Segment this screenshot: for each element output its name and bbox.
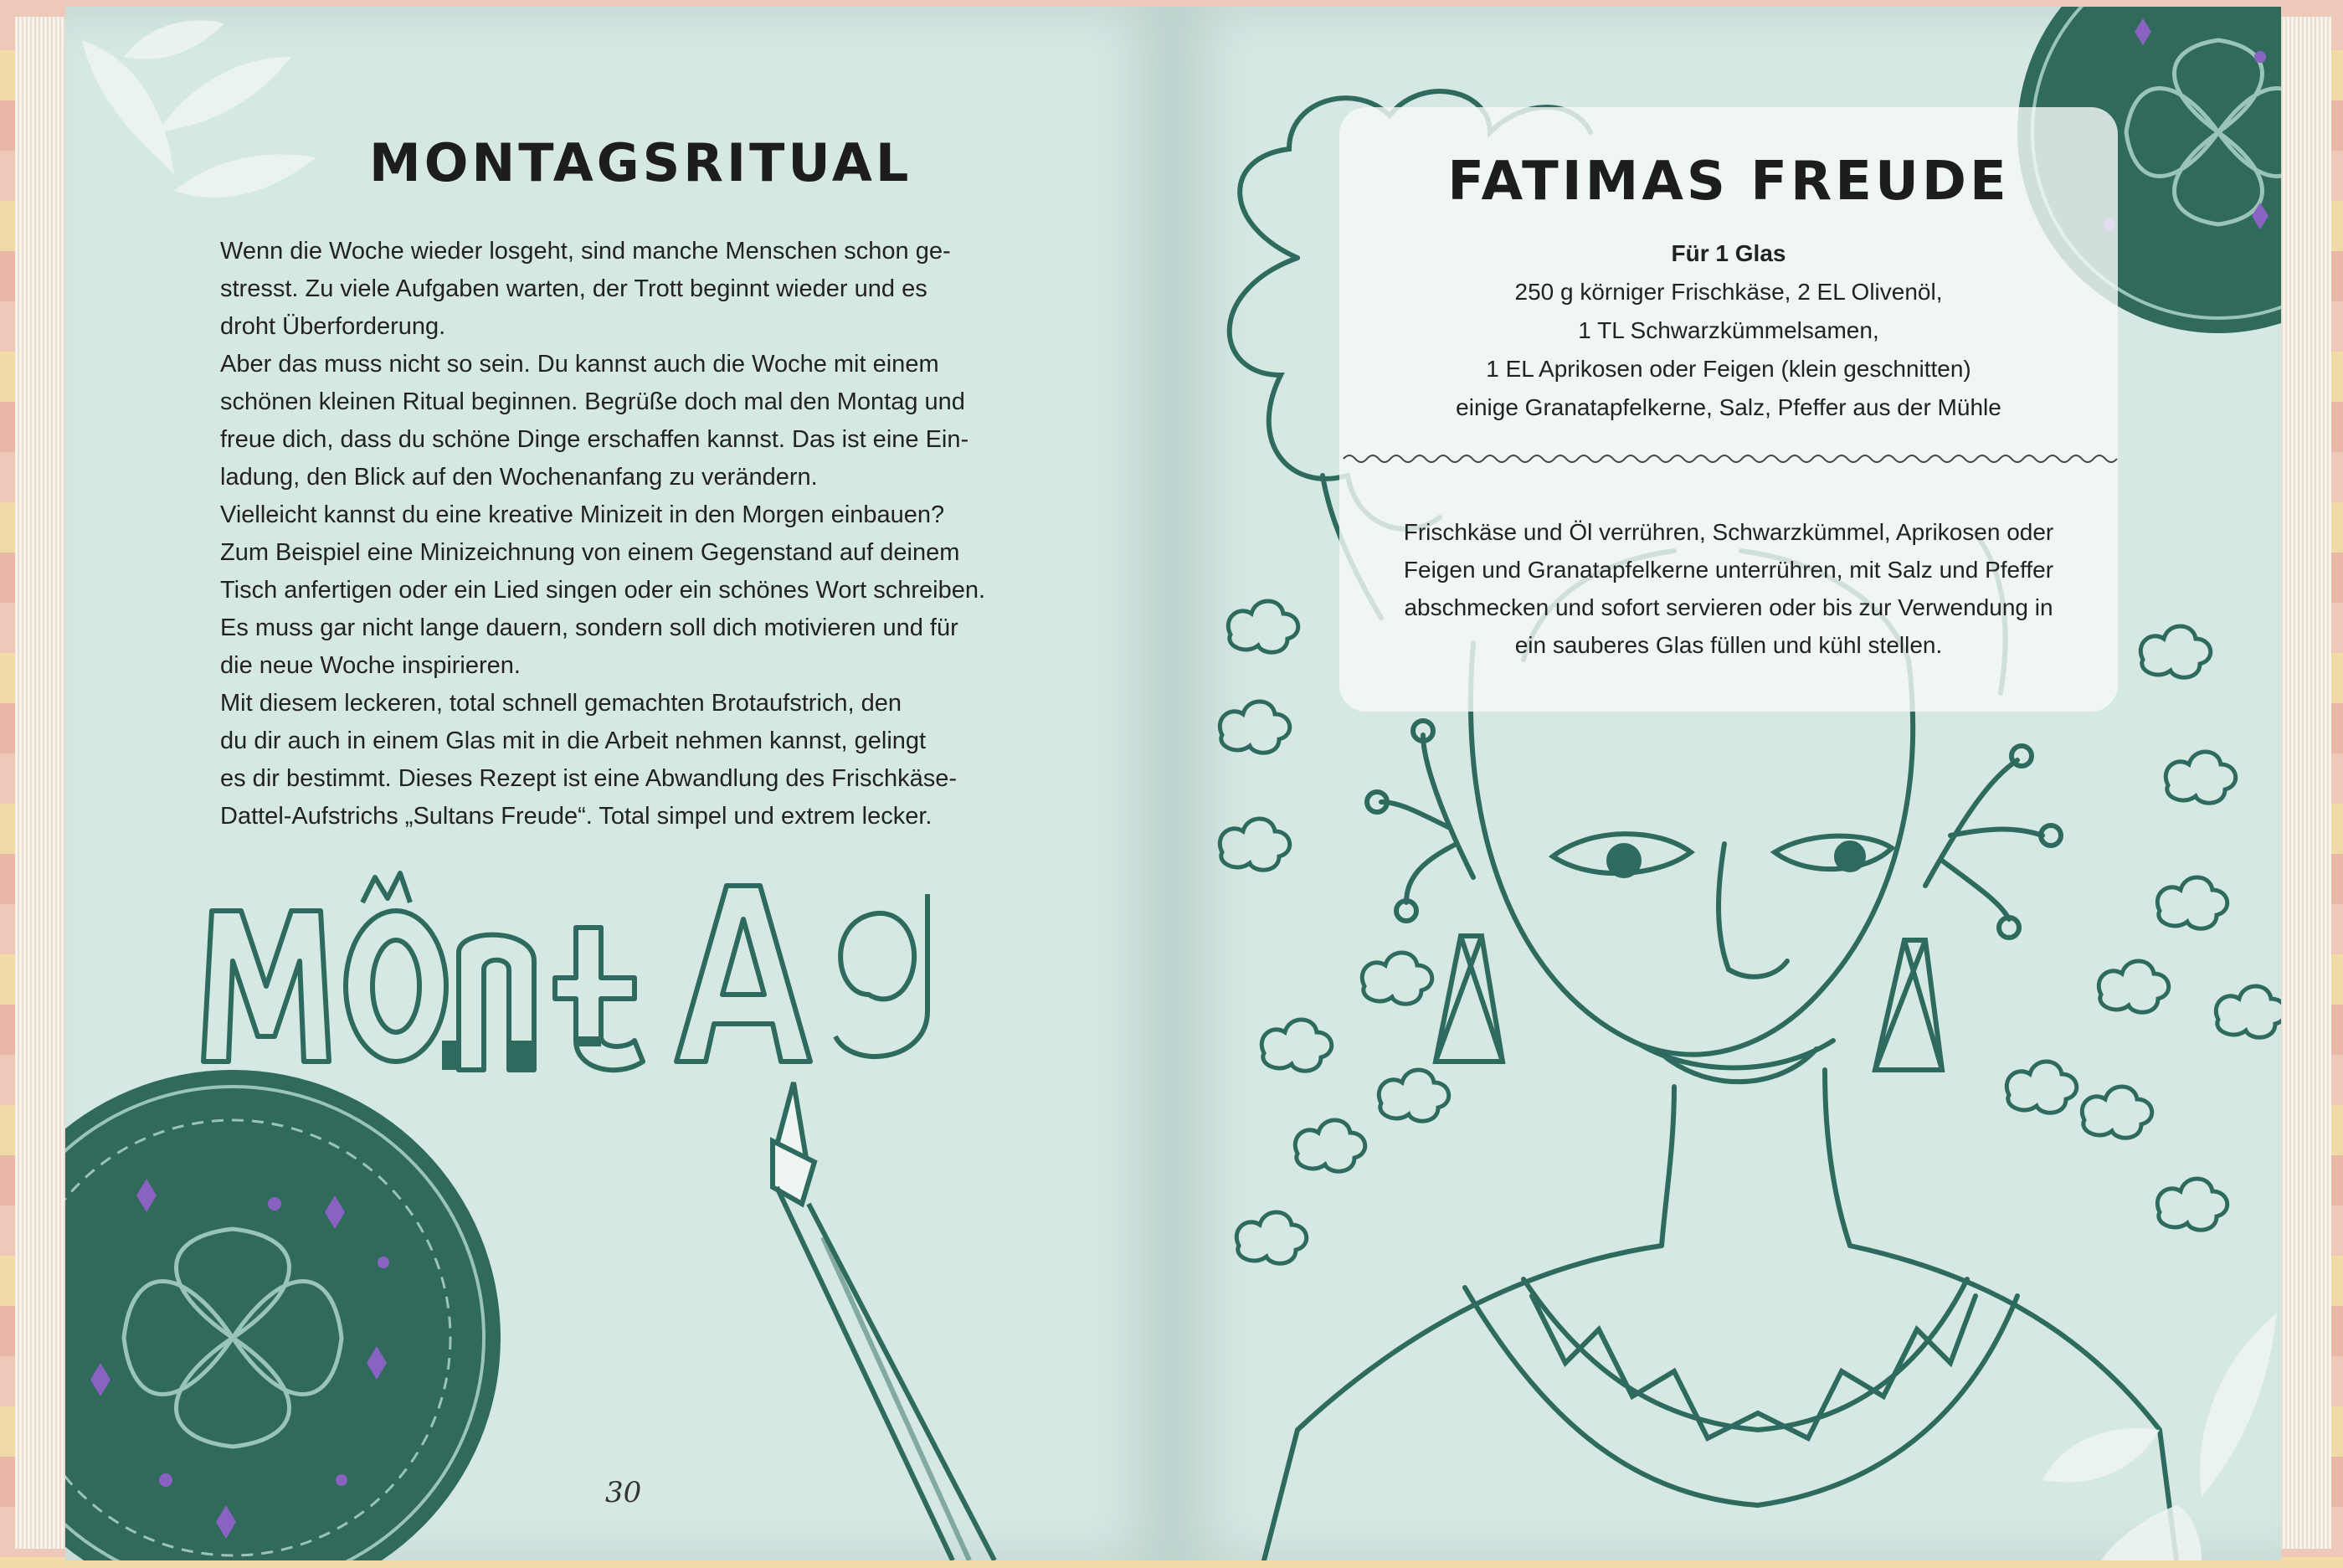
method-line: Frischkäse und Öl verrühren, Schwarzkümmel, Aprikosen oder [1403,519,2054,545]
wavy-divider [1339,446,2118,471]
recipe-yield: Für 1 Glas [1671,240,1786,266]
text-line: Es muss gar nicht lange dauern, sondern soll dich motivieren und für [220,614,958,641]
text-line: stresst. Zu viele Aufgaben warten, der Trott beginnt wieder und es [220,275,927,302]
text-line: du dir auch in einem Glas mit in die Arbeit nehmen kannst, gelingt [220,727,927,754]
ingredient-line: 250 g körniger Frischkäse, 2 EL Olivenöl, [1514,279,1943,305]
text-line: droht Überforderung. [220,313,446,340]
text-line: die neue Woche inspirieren. [220,652,521,679]
page-number: 30 [605,1476,642,1509]
page-stack-left [15,17,65,1549]
method-line: abschmecken und sofort servieren oder bis zur Verwendung in [1404,594,2053,620]
text-line: schönen kleinen Ritual beginnen. Begrüße doch mal den Montag und [220,388,965,415]
text-line: Mit diesem leckeren, total schnell gemachten Brotaufstrich, den [220,690,902,717]
ingredients-list [1339,234,2118,427]
page-stack-right [2281,17,2331,1549]
recipe-title: FATIMAS FREUDE [1447,151,2010,213]
text-line: Zum Beispiel eine Minizeichnung von einem Gegenstand auf deinem [220,539,960,566]
intro-text [220,233,1091,835]
text-line: es dir bestimmt. Dieses Rezept ist eine Abwandlung des Frischkäse- [220,765,958,792]
montag-lettering [203,873,927,1070]
recipe-card [1339,107,2118,712]
text-line: Dattel-Aufstrichs „Sultans Freude“. Total simpel und extrem lecker. [220,803,933,830]
text-line: freue dich, dass du schöne Dinge erschaffen kannst. Das ist eine Ein- [220,426,969,453]
ingredient-line: einige Granatapfelkerne, Salz, Pfeffer aus der Mühle [1456,394,2001,420]
text-line: Aber das muss nicht so sein. Du kannst auch die Woche mit einem [220,351,939,378]
leaf-decoration [82,20,316,197]
mandala-decoration [65,1070,501,1560]
left-page [65,7,1172,1560]
method-line: Feigen und Granatapfelkerne unterrühren, mit Salz und Pfeffer [1403,557,2054,583]
text-line: Vielleicht kannst du eine kreative Minizeit in den Morgen einbauen? [220,501,945,528]
text-line: Tisch anfertigen oder ein Lied singen oder ein schönes Wort schreiben. [220,577,986,604]
ingredient-line: 1 EL Aprikosen oder Feigen (klein geschnitten) [1486,356,1971,382]
page-title: MONTAGSRITUAL [369,132,912,193]
text-line: ladung, den Blick auf den Wochenanfang zu verändern. [220,464,818,491]
right-page [1172,7,2281,1560]
ingredient-line: 1 TL Schwarzkümmelsamen, [1578,317,1879,343]
method-line: ein sauberes Glas füllen und kühl stellen. [1514,632,1943,658]
pen-nib-illustration [773,1082,994,1560]
text-line: Wenn die Woche wieder losgeht, sind manche Menschen schon ge- [220,238,951,265]
method-text [1373,513,2084,664]
